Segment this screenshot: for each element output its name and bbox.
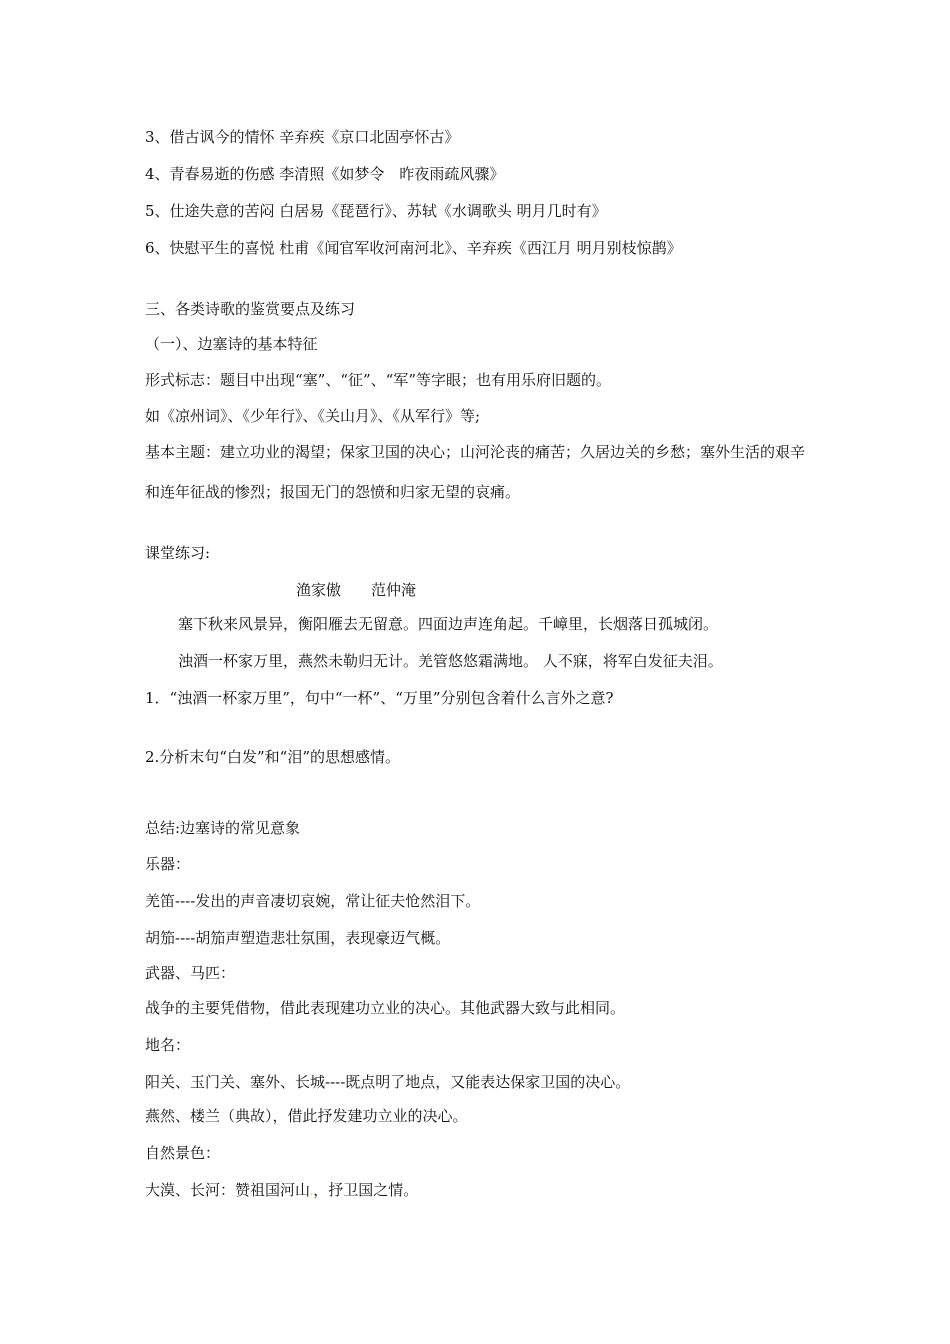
list-item-3: 3、借古讽今的情怀 辛弃疾《京口北固亭怀古》 [145, 128, 460, 146]
instruments-label: 乐器： [145, 855, 191, 873]
section-heading: 三、各类诗歌的鉴赏要点及练习 [145, 300, 356, 318]
stray-dot-mark: . [310, 1187, 314, 1198]
summary-title: 总结:边塞诗的常见意象 [145, 819, 301, 837]
themes-text: 基本主题：建立功业的渴望；保家卫国的决心；山河沦丧的痛苦；久居边关的乡愁；塞外生活的艰辛和连年征战的惨烈；报国无门的怨愤和归家无望的哀痛。 [145, 443, 806, 501]
instrument-2: 胡笳----胡笳声塑造悲壮氛围，表现豪迈气概。 [145, 929, 451, 947]
weapons-text: 战争的主要凭借物，借此表现建功立业的决心。其他武器大致与此相同。 [145, 999, 626, 1017]
scenery-label: 自然景色： [145, 1144, 221, 1162]
question-2: 2.分析末句“白发”和“泪”的思想感情。 [145, 748, 400, 766]
subheading: （一）、边塞诗的基本特征 [145, 335, 318, 353]
list-item-5: 5、仕途失意的苦闷 白居易《琵琶行》、苏轼《水调歌头 明月几时有》 [145, 202, 607, 220]
poem-line-2: 浊酒一杯家万里，燕然未勒归无计。羌管悠悠霜满地。 人不寐，将军白发征夫泪。 [178, 652, 723, 670]
place-2: 燕然、楼兰（典故），借此抒发建功立业的决心。 [145, 1107, 468, 1125]
form-mark-text: 形式标志：题目中出现“塞”、“征”、“军”等字眼；也有用乐府旧题的。 [145, 371, 612, 389]
question-1: 1．“浊酒一杯家万里”，句中“一杯”、“万里”分别包含着什么言外之意? [145, 689, 614, 707]
scenery-text-part-1: 大漠、长河：赞祖国河山 [145, 1181, 311, 1199]
scenery-text-part-2: ，抒卫国之情。 [313, 1181, 419, 1199]
list-item-6: 6、快慰平生的喜悦 杜甫《闻官军收河南河北》、辛弃疾《西江月 明月别枝惊鹊》 [145, 239, 682, 257]
place-1: 阳关、玉门关、塞外、长城----既点明了地点，又能表达保家卫国的决心。 [145, 1073, 631, 1091]
weapons-label: 武器、马匹： [145, 964, 236, 982]
list-item-4: 4、青春易逝的伤感 李清照《如梦令 昨夜雨疏风骤》 [145, 165, 505, 183]
examples-text: 如《凉州词》、《少年行》、《关山月》、《从军行》等; [145, 407, 481, 425]
instrument-1: 羌笛----发出的声音凄切哀婉，常让征夫怆然泪下。 [145, 892, 481, 910]
practice-label: 课堂练习: [145, 544, 211, 562]
poem-title: 渔家傲 范仲淹 [296, 581, 417, 599]
scenery-text [145, 1179, 418, 1204]
places-label: 地名： [145, 1036, 191, 1054]
poem-line-1: 塞下秋来风景异，衡阳雁去无留意。四面边声连角起。千嶂里，长烟落日孤城闭。 [178, 615, 719, 633]
